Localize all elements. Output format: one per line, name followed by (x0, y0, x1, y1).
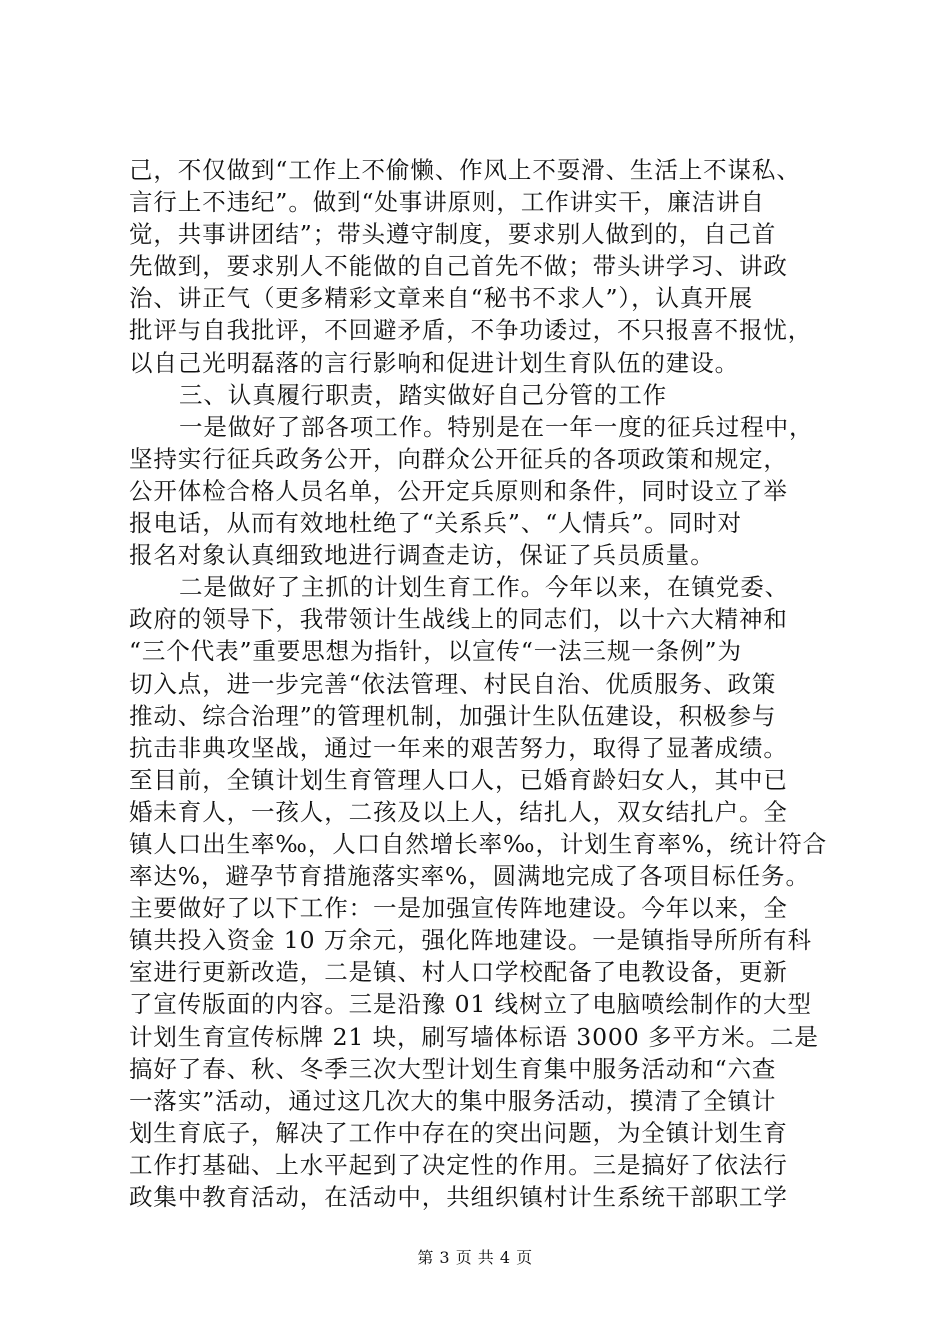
text-line: 先做到，要求别人不能做的自己首先不做；带头讲学习、讲政 (129, 252, 788, 281)
text-line: 主要做好了以下工作：一是加强宣传阵地建设。今年以来，全 (129, 894, 788, 923)
text-line: 公开体检合格人员名单，公开定兵原则和条件，同时设立了举 (129, 476, 788, 505)
page-number: 第 3 页 共 4 页 (417, 1248, 533, 1267)
text-line: 政集中教育活动，在活动中，共组织镇村计生系统干部职工学 (129, 1183, 788, 1211)
text-line: 划生育底子，解决了工作中存在的突出问题，为全镇计划生育 (129, 1118, 788, 1147)
text-line: 二是做好了主抓的计划生育工作。今年以来，在镇党委、 (179, 573, 789, 602)
text-line: 言行上不违纪”。做到“处事讲原则，工作讲实干，廉洁讲自 (129, 188, 765, 217)
text-line: 治、讲正气（更多精彩文章来自“秘书不求人”），认真开展 (129, 284, 754, 313)
document-body (129, 154, 829, 1213)
text-line: 报电话，从而有效地杜绝了“关系兵”、“人情兵”。同时对 (129, 509, 742, 538)
text-line: 坚持实行征兵政务公开，向群众公开征兵的各项政策和规定， (129, 444, 788, 473)
text-line: 报名对象认真细致地进行调查走访，保证了兵员质量。 (129, 541, 715, 570)
text-line: 工作打基础、上水平起到了决定性的作用。三是搞好了依法行 (129, 1150, 788, 1179)
text-line: 率达%，避孕节育措施落实率%，圆满地完成了各项目标任务。 (129, 862, 810, 891)
text-line: 抗击非典攻坚战，通过一年来的艰苦努力，取得了显著成绩。 (129, 733, 788, 762)
text-line: 以自己光明磊落的言行影响和促进计划生育队伍的建设。 (129, 348, 739, 377)
text-line: “三个代表”重要思想为指针，以宣传“一法三规一条例”为 (129, 637, 742, 666)
text-line: 婚未育人，一孩人，二孩及以上人，结扎人，双女结扎户。全 (129, 797, 788, 826)
text-line: 镇共投入资金 10 万余元，强化阵地建设。一是镇指导所所有科 (129, 926, 812, 955)
text-line: 一落实”活动，通过这几次大的集中服务活动，摸清了全镇计 (129, 1086, 777, 1115)
text-line: 政府的领导下，我带领计生战线上的同志们，以十六大精神和 (129, 605, 788, 634)
text-line: 推动、综合治理”的管理机制，加强计生队伍建设，积极参与 (129, 701, 777, 730)
text-line: 一是做好了部各项工作。特别是在一年一度的征兵过程中， (179, 412, 814, 441)
text-line: 了宣传版面的内容。三是沿豫 01 线树立了电脑喷绘制作的大型 (129, 990, 812, 1019)
text-line: 搞好了春、秋、冬季三次大型计划生育集中服务活动和“六查 (129, 1054, 777, 1083)
text-line: 觉，共事讲团结”；带头遵守制度，要求别人做到的，自己首 (129, 220, 777, 249)
text-line: 计划生育宣传标牌 21 块，刷写墙体标语 3000 多平方米。二是 (129, 1022, 819, 1051)
text-line: 己，不仅做到“工作上不偷懒、作风上不耍滑、生活上不谋私、 (129, 156, 801, 184)
text-line: 批评与自我批评，不回避矛盾，不争功诿过，不只报喜不报忧， (129, 316, 813, 345)
section-heading: 三、认真履行职责，踏实做好自己分管的工作 (179, 380, 667, 409)
text-line: 至目前，全镇计划生育管理人口人，已婚育龄妇女人，其中已 (129, 765, 788, 794)
text-line: 切入点，进一步完善“依法管理、村民自治、优质服务、政策 (129, 669, 777, 698)
text-line: 室进行更新改造，二是镇、村人口学校配备了电教设备，更新 (129, 958, 788, 987)
text-line: 镇人口出生率‰，人口自然增长率‰，计划生育率%，统计符合 (129, 829, 828, 858)
